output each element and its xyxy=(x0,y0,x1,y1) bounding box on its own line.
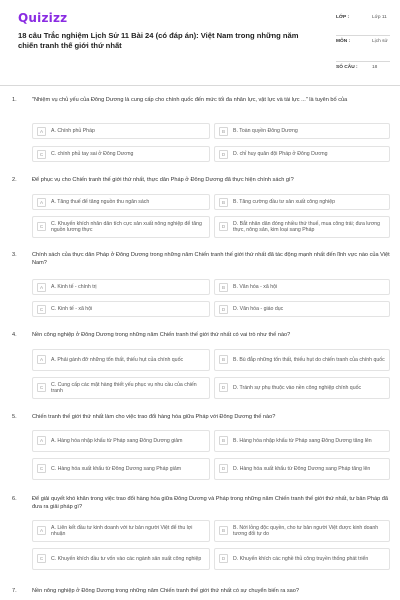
option-letter: D xyxy=(219,305,228,314)
option-text: D. Tránh sự phụ thuộc vào nền công nghiệp chính quốc xyxy=(233,384,362,391)
answer-option-b[interactable] xyxy=(214,123,390,139)
answer-option-a[interactable] xyxy=(32,520,210,542)
option-text: B. Văn hóa - xã hội xyxy=(233,283,278,290)
option-letter: C xyxy=(37,554,46,563)
option-text: A. Kinh tế - chính trị xyxy=(51,283,97,290)
option-text: A. Chính phủ Pháp xyxy=(51,127,95,134)
answer-option-d[interactable] xyxy=(214,458,390,480)
answer-option-a[interactable] xyxy=(32,430,210,452)
question-text: Chính sách của thực dân Pháp ở Đông Dương trong những năm Chiến tranh thế giới thứ nhất đã tác động mạnh nhất đến lĩnh vực nào của Việt Nam? xyxy=(32,252,390,266)
answer-option-b[interactable] xyxy=(214,520,390,542)
option-letter: C xyxy=(37,222,46,231)
option-letter: B xyxy=(219,127,228,136)
answer-option-c[interactable] xyxy=(32,216,210,238)
answer-option-a[interactable] xyxy=(32,123,210,139)
option-letter: A xyxy=(37,436,46,445)
option-letter: B xyxy=(219,436,228,445)
option-text: C. Cung cấp các mặt hàng thiết yếu phục vụ nhu cầu của chiến tranh xyxy=(51,381,197,394)
option-text: A. Phải gánh đỡ những tổn thất, thiếu hụt của chính quốc xyxy=(51,356,184,363)
option-letter: B xyxy=(219,283,228,292)
meta-label: MÔN : xyxy=(336,39,351,44)
answer-option-b[interactable] xyxy=(214,349,390,371)
answer-option-b[interactable] xyxy=(214,430,390,452)
option-text: B. Nới lỏng độc quyền, cho tư bản người Việt được kinh doanh tương đối tự do xyxy=(233,524,379,537)
option-letter: D xyxy=(219,222,228,231)
option-text: D. chỉ huy quân đội Pháp ở Đông Dương xyxy=(233,150,328,157)
meta-subject xyxy=(336,36,390,62)
option-text: B. Bù đắp những tổn thất, thiếu hụt do chiến tranh của chính quốc xyxy=(233,356,385,363)
option-text: D. Văn hóa - giáo dục xyxy=(233,305,284,312)
option-text: B. Hàng hóa nhập khẩu từ Pháp sang Đông Dương tăng lên xyxy=(233,437,372,444)
question-text: Để phục vụ cho Chiến tranh thế giới thứ nhất, thực dân Pháp ở Đông Dương đã thực hiện chính sách gì? xyxy=(32,177,294,183)
option-text: C. Khuyến khích nhân dân tích cực sản xuất nông nghiệp để tăng nguồn lương thực xyxy=(51,220,202,233)
worksheet-header xyxy=(0,0,400,86)
question-number: 6. xyxy=(12,496,17,502)
option-letter: A xyxy=(37,198,46,207)
option-text: A. Tăng thuế để tăng nguồn thu ngân sách xyxy=(51,198,150,205)
answer-option-a[interactable] xyxy=(32,349,210,371)
option-text: C. Hàng hóa xuất khẩu từ Đông Dương sang Pháp giảm xyxy=(51,465,182,472)
option-text: C. Khuyến khích đầu tư vốn vào các ngành sản xuất công nghiệp xyxy=(51,555,202,562)
answer-option-c[interactable] xyxy=(32,548,210,570)
question-text: Nền công nghiệp ở Đông Dương trong những năm Chiến tranh thế giới thứ nhất có vai trò như thế nào? xyxy=(32,332,291,338)
meta-question-count xyxy=(336,62,390,74)
option-letter: D xyxy=(219,150,228,159)
option-letter: D xyxy=(219,464,228,473)
question-number: 7. xyxy=(12,588,17,594)
option-text: D. Hàng hóa xuất khẩu từ Đông Dương sang Pháp tăng lên xyxy=(233,465,371,472)
meta-grade xyxy=(336,12,390,36)
option-letter: C xyxy=(37,305,46,314)
option-text: B. Toàn quyền Đông Dương xyxy=(233,127,298,134)
option-letter: A xyxy=(37,283,46,292)
question-number: 5. xyxy=(12,414,17,420)
option-letter: B xyxy=(219,355,228,364)
question-number: 3. xyxy=(12,252,17,258)
meta-label: LỚP : xyxy=(336,15,350,20)
question-number: 4. xyxy=(12,332,17,338)
meta-label: SỐ CÂU : xyxy=(336,65,358,70)
option-letter: A xyxy=(37,127,46,136)
option-text: C. Kinh tế - xã hội xyxy=(51,305,93,312)
meta-value: Lịch sử xyxy=(372,39,388,44)
option-letter: D xyxy=(219,383,228,392)
question-text: Nền nông nghiệp ở Đông Dương trong những năm Chiến tranh thế giới thứ nhất có sự chuyển biến ra sao? xyxy=(32,588,299,594)
question-text: Chiến tranh thế giới thứ nhất làm cho việc trao đổi hàng hóa giữa Pháp với Đông Dương thế nào? xyxy=(32,414,276,420)
option-text: D. Khuyến khích các nghề thủ công truyền thống phát triển xyxy=(233,555,369,562)
meta-value: Lớp 11 xyxy=(372,15,387,20)
answer-option-c[interactable] xyxy=(32,458,210,480)
answer-option-d[interactable] xyxy=(214,377,390,399)
meta-value: 18 xyxy=(372,65,378,70)
question-text: "Nhiệm vụ chủ yếu của Đông Dương là cung cấp cho chính quốc đến mức tối đa nhân lực, vật lực và tài lực ..." là tuyên bố của xyxy=(32,97,348,103)
question-number: 1. xyxy=(12,97,17,103)
option-letter: C xyxy=(37,150,46,159)
option-letter: C xyxy=(37,383,46,392)
answer-option-a[interactable] xyxy=(32,279,210,295)
question-number: 2. xyxy=(12,177,17,183)
option-letter: A xyxy=(37,355,46,364)
answer-option-c[interactable] xyxy=(32,146,210,162)
answer-option-b[interactable] xyxy=(214,194,390,210)
answer-option-d[interactable] xyxy=(214,146,390,162)
option-text: C. chính phủ tay sai ở Đông Dương xyxy=(51,150,134,157)
option-letter: B xyxy=(219,198,228,207)
option-letter: D xyxy=(219,554,228,563)
answer-option-a[interactable] xyxy=(32,194,210,210)
option-text: A. Liên kết đầu tư kinh doanh với tư bản người Việt để thu lợi nhuận xyxy=(51,524,193,537)
option-text: B. Tăng cường đầu tư sản xuất công nghiệp xyxy=(233,198,335,205)
question-text: Để giải quyết khó khăn trong việc trao đổi hàng hóa giữa Đông Dương và Pháp trong những năm Chiến tranh thế giới thứ nhất, tư bản Pháp đã đưa ra giải pháp gì? xyxy=(32,496,389,510)
answer-option-d[interactable] xyxy=(214,301,390,317)
answer-option-d[interactable] xyxy=(214,548,390,570)
option-text: A. Hàng hóa nhập khẩu từ Pháp sang Đông Dương giảm xyxy=(51,437,183,444)
option-letter: B xyxy=(219,526,228,535)
worksheet-title: 18 câu Trắc nghiệm Lịch Sử 11 Bài 24 (có đáp án): Việt Nam trong những năm chiến tranh thế giới thứ nhất xyxy=(18,31,299,50)
answer-option-c[interactable] xyxy=(32,301,210,317)
option-letter: C xyxy=(37,464,46,473)
answer-option-d[interactable] xyxy=(214,216,390,238)
answer-option-c[interactable] xyxy=(32,377,210,399)
worksheet-meta xyxy=(336,12,390,74)
option-letter: A xyxy=(37,526,46,535)
answer-option-b[interactable] xyxy=(214,279,390,295)
option-text: D. Bắt nhân dân đóng nhiều thứ thuế, mua công trái; đưa lương thực, nông sản, kim loại sang Pháp xyxy=(233,220,381,233)
quizizz-logo[interactable]: Quizizz xyxy=(18,11,68,25)
